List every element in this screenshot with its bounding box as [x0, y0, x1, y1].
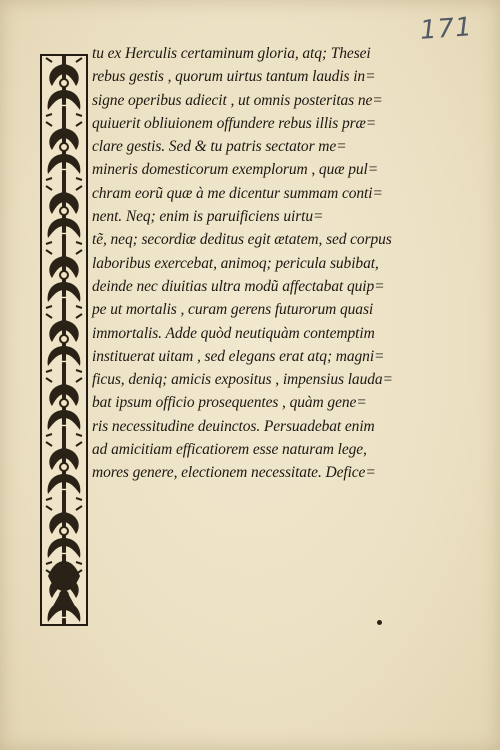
- text-line: chram eorũ quæ à me dicentur summam conti=: [92, 184, 383, 202]
- text-line: ad amicitiam efficatiorem esse naturam lege,: [92, 441, 367, 459]
- text-line: tu ex Herculis certaminum gloria, atq; Thesei: [92, 45, 371, 62]
- body-text: [92, 42, 482, 485]
- text-line: clare gestis. Sed & tu patris sectator me=: [92, 138, 347, 156]
- text-line: immortalis. Adde quòd neutiquàm contemptim: [92, 324, 375, 342]
- floral-ornament-icon: [42, 56, 86, 624]
- text-line: pe ut mortalis , curam gerens futurorum quasi: [92, 301, 374, 319]
- text-line: signe operibus adiecit , ut omnis posteritas ne=: [92, 91, 383, 109]
- text-line: rebus gestis , quorum uirtus tantum laudis in=: [92, 68, 376, 86]
- text-line: bat ipsum officio prosequentes , quàm gene=: [92, 394, 367, 412]
- text-line: quiuerit obliuionem offundere rebus illis præ=: [92, 114, 377, 132]
- text-line: instituerat uitam , sed elegans erat atq; magni=: [92, 347, 385, 365]
- text-line: laboribus exercebat, animoq; pericula subibat,: [92, 254, 379, 272]
- text-line: deinde nec diuitias ultra modũ affectabat quip=: [92, 277, 385, 295]
- text-line: ris necessitudine deuinctos. Persuadebat enim: [92, 417, 375, 435]
- woodcut-border-ornament: [40, 54, 88, 626]
- text-line: mineris domesticorum exemplorum , quæ pul=: [92, 161, 379, 179]
- text-line: nent. Neq; enim is paruificiens uirtu=: [92, 208, 324, 226]
- text-line: ficus, deniq; amicis expositus , impensius lauda=: [92, 371, 393, 389]
- text-line: tẽ, neq; secordiæ deditus egit ætatem, sed corpus: [92, 231, 392, 249]
- folio-number: 171: [419, 12, 474, 46]
- text-line: mores genere, electionem necessitate. Defice=: [92, 464, 376, 482]
- ink-dot: [377, 620, 382, 625]
